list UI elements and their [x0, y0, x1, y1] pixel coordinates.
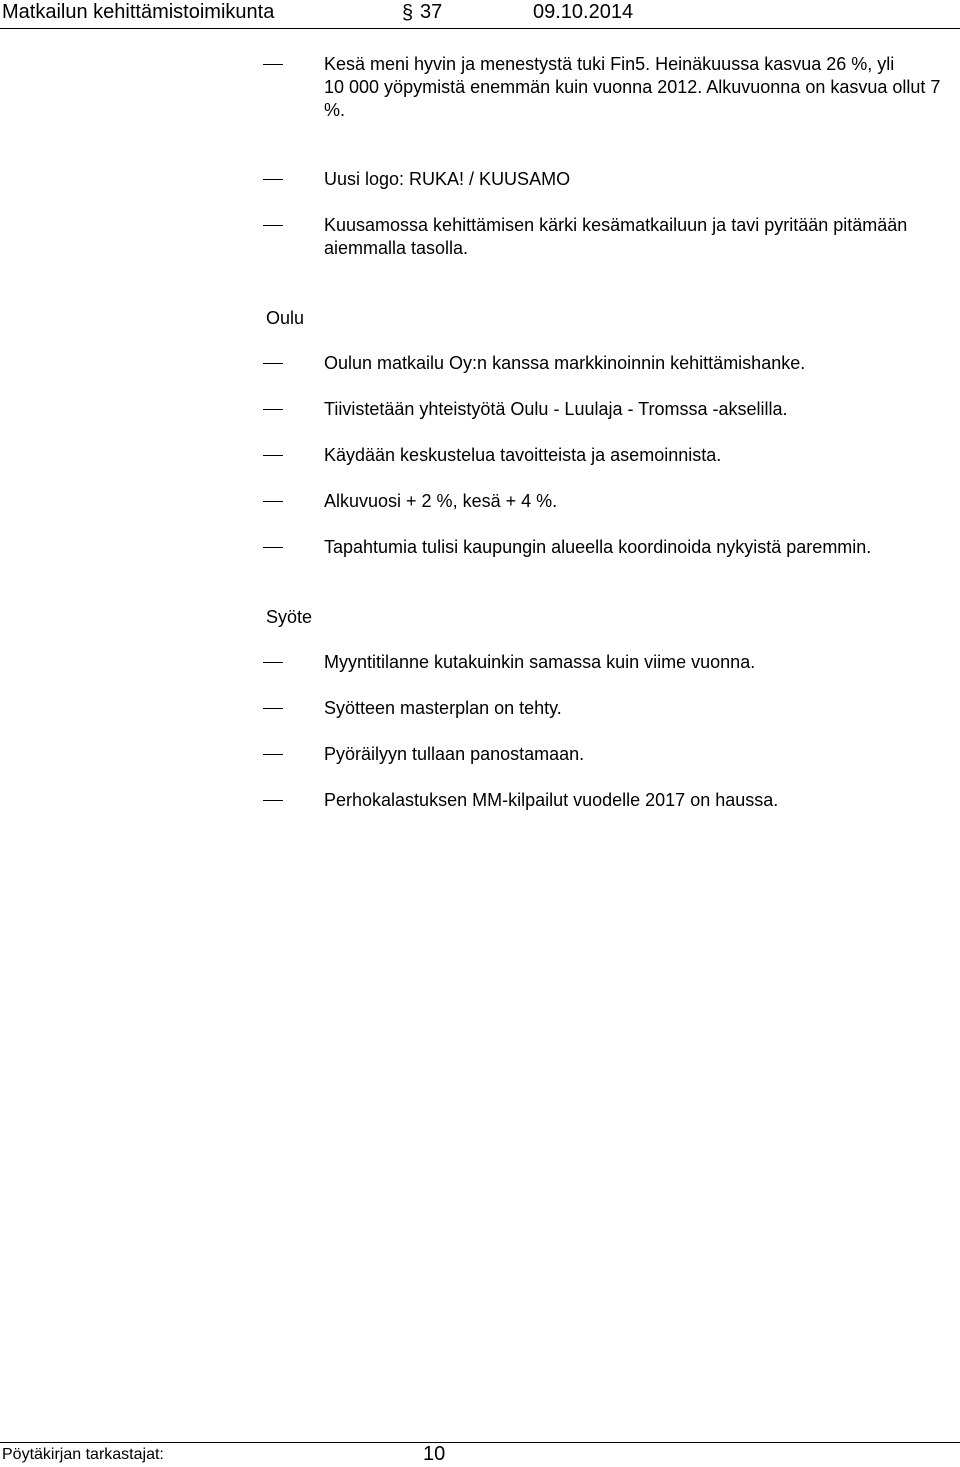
- list-item-text: Perhokalastuksen MM-kilpailut vuodelle 2017 on haussa.: [324, 790, 779, 810]
- list-item-text: Käydään keskustelua tavoitteista ja asemoinnista.: [324, 445, 722, 465]
- list-item-text: Kesä meni hyvin ja menestystä tuki Fin5. Heinäkuussa kasvua 26 %, yli 10 000 yöpymistä enemmän kuin vuonna 2012. Alkuvuonna on kasvua ollut 7 %.: [324, 54, 941, 120]
- list-item-text: Pyöräilyyn tullaan panostamaan.: [324, 744, 585, 764]
- reviewers-label: Pöytäkirjan tarkastajat:: [2, 1446, 164, 1463]
- page-number: 10: [423, 1443, 446, 1465]
- list-item-text: Kuusamossa kehittämisen kärki kesämatkailuun ja tavi pyritään pitämään aiemmalla tasolla.: [324, 215, 908, 258]
- meeting-date: 09.10.2014: [533, 1, 634, 23]
- committee-title: Matkailun kehittämistoimikunta: [2, 1, 275, 23]
- dash-bullet-icon: [263, 662, 283, 663]
- section-number: 37: [420, 1, 443, 23]
- dash-bullet-icon: [263, 547, 283, 548]
- dash-bullet-icon: [263, 64, 283, 65]
- header-divider: [0, 28, 960, 29]
- dash-bullet-icon: [263, 754, 283, 755]
- dash-bullet-icon: [263, 363, 283, 364]
- list-item-text: Oulun matkailu Oy:n kanssa markkinoinnin kehittämishanke.: [324, 353, 806, 373]
- list-item-text: Tiivistetään yhteistyötä Oulu - Luulaja - Tromssa -akselilla.: [324, 399, 788, 419]
- list-item-text: Myyntitilanne kutakuinkin samassa kuin viime vuonna.: [324, 652, 756, 672]
- dash-bullet-icon: [263, 708, 283, 709]
- dash-bullet-icon: [263, 800, 283, 801]
- section-heading-syote: Syöte: [266, 607, 313, 627]
- page-header: [0, 0, 960, 30]
- list-item-text: Tapahtumia tulisi kaupungin alueella koordinoida nykyistä paremmin.: [324, 537, 872, 557]
- dash-bullet-icon: [263, 179, 283, 180]
- dash-bullet-icon: [263, 225, 283, 226]
- dash-bullet-icon: [263, 455, 283, 456]
- dash-bullet-icon: [263, 501, 283, 502]
- section-heading-oulu: Oulu: [266, 308, 305, 328]
- dash-bullet-icon: [263, 409, 283, 410]
- page-footer: [0, 1442, 960, 1467]
- list-item-text: Uusi logo: RUKA! / KUUSAMO: [324, 169, 571, 189]
- list-item-text: Alkuvuosi + 2 %, kesä + 4 %.: [324, 491, 558, 511]
- footer-divider: [0, 1442, 960, 1443]
- section-mark: §: [402, 2, 414, 24]
- list-item-text: Syötteen masterplan on tehty.: [324, 698, 562, 718]
